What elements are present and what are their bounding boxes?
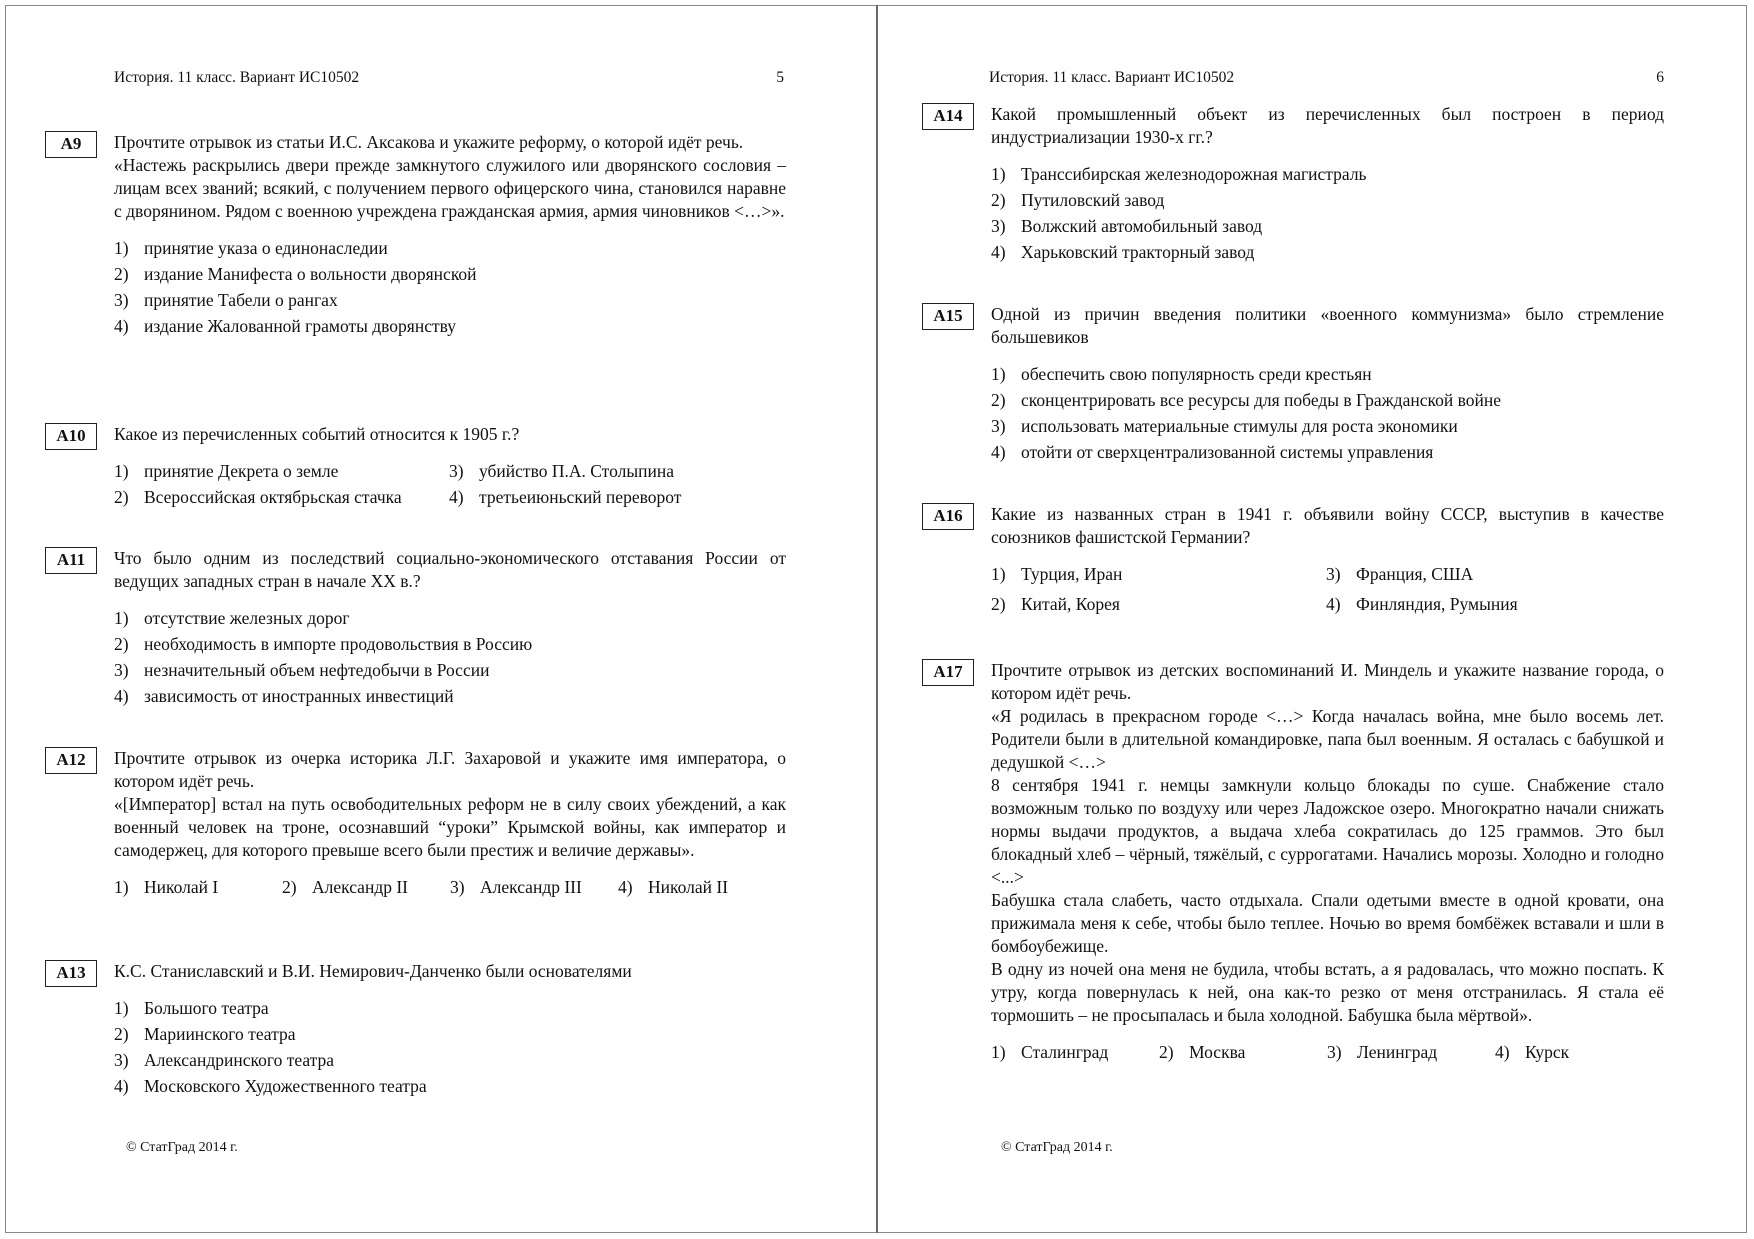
question-text: Одной из причин введения политики «военного коммунизма» было стремление большевиков <box>991 304 1664 347</box>
page-header <box>989 69 1664 87</box>
question-a11 <box>45 547 786 709</box>
question-text: Прочтите отрывок из статьи И.С. Аксакова и укажите реформу, о которой идёт речь. <box>114 132 744 152</box>
answer-option[interactable]: 2) Мариинского театра <box>114 1024 296 1044</box>
question-number: A12 <box>45 747 97 774</box>
answer-option[interactable]: 3) Франция, США <box>1326 564 1474 584</box>
question-a12 <box>45 747 786 900</box>
answer-options <box>114 874 786 900</box>
answer-option[interactable]: 3) незначительный объем нефтедобычи в России <box>114 660 490 680</box>
question-number: A11 <box>45 547 97 574</box>
question-text: Какое из перечисленных событий относится к 1905 г.? <box>114 424 520 444</box>
answer-option[interactable]: 3) Волжский автомобильный завод <box>991 216 1263 236</box>
question-text: Какой промышленный объект из перечисленных был построен в период индустриализации 1930-х гг.? <box>991 104 1664 147</box>
header-title: История. 11 класс. Вариант ИС10502 <box>989 69 1235 86</box>
question-a15 <box>922 303 1664 465</box>
question-a16 <box>922 503 1664 617</box>
answer-options <box>114 995 786 1099</box>
answer-option[interactable]: 4) Финляндия, Румыния <box>1326 594 1518 614</box>
answer-option[interactable]: 1) принятие Декрета о земле <box>114 461 339 481</box>
question-number: A9 <box>45 131 97 158</box>
answer-option[interactable]: 4) Московского Художественного театра <box>114 1076 427 1096</box>
answer-options <box>114 458 786 510</box>
answer-option[interactable]: 4) зависимость от иностранных инвестиций <box>114 686 454 706</box>
answer-option[interactable]: 1) Транссибирская железнодорожная магистраль <box>991 164 1367 184</box>
question-text: Какие из названных стран в 1941 г. объявили войну СССР, выступив в качестве союзников фашистской Германии? <box>991 504 1664 547</box>
answer-option[interactable]: 2) необходимость в импорте продовольствия в Россию <box>114 634 533 654</box>
page-number: 6 <box>1656 69 1664 86</box>
question-quote: «[Император] встал на путь освободительных реформ не в силу своих убеждений, а как военный человек на троне, осознавший “уроки” Крымской войны, как император и самодержец, для которого превыше всего были престиж и величие державы». <box>114 794 786 860</box>
answer-option[interactable]: 4) издание Жалованной грамоты дворянству <box>114 316 457 336</box>
answer-option[interactable]: 3) Александринского театра <box>114 1050 335 1070</box>
left-page <box>0 0 876 1239</box>
answer-option[interactable]: 1) отсутствие железных дорог <box>114 608 350 628</box>
question-quote: «Настежь раскрылись двери прежде замкнутого служилого или дворянского сословия – лицам всех званий; всякий, с получением первого офицерского чина, становился наравне с дворянином. Рядом с военною учреждена гражданская армия, армия чиновников <…>». <box>114 155 786 221</box>
question-number: A10 <box>45 423 97 450</box>
answer-option[interactable]: 3) использовать материальные стимулы для роста экономики <box>991 416 1458 436</box>
answer-options <box>991 361 1664 465</box>
answer-option[interactable]: 1) принятие указа о единонаследии <box>114 238 388 258</box>
quote-paragraph: В одну из ночей она меня не будила, чтобы встать, а я радовалась, что можно поспать. К утру, когда повернулась к ней, она как-то резко от меня отстранилась. Я стала её тормошить – не просыпалась и была холодной. Бабушка была мёртвой». <box>991 959 1664 1025</box>
quote-paragraph: Бабушка стала слабеть, часто отдыхала. Спали одетыми вместе в одной кровати, она прижимала меня к себе, чтобы было теплее. Ночью во время бомбёжек вставали и шли в бомбоубежище. <box>991 890 1664 956</box>
question-number: A14 <box>922 103 974 130</box>
answer-option[interactable]: 2) Всероссийская октябрьская стачка <box>114 487 402 507</box>
question-number: A13 <box>45 960 97 987</box>
answer-option[interactable]: 4) Николай II <box>618 877 729 897</box>
answer-option[interactable]: 3) Александр III <box>450 877 582 897</box>
question-text: Прочтите отрывок из детских воспоминаний И. Миндель и укажите название города, о котором идёт речь. <box>991 660 1664 703</box>
answer-option[interactable]: 2) Москва <box>1159 1042 1246 1062</box>
question-text: Что было одним из последствий социально-экономического отставания России от ведущих западных стран в начале XX в.? <box>114 548 786 591</box>
answer-option[interactable]: 2) Александр II <box>282 877 409 897</box>
answer-option[interactable]: 1) Большого театра <box>114 998 269 1018</box>
answer-options <box>991 1039 1664 1065</box>
answer-option[interactable]: 1) Сталинград <box>991 1042 1109 1062</box>
answer-option[interactable]: 4) Курск <box>1495 1042 1570 1062</box>
answer-option[interactable]: 1) обеспечить свою популярность среди крестьян <box>991 364 1372 384</box>
question-text: К.С. Станиславский и В.И. Немирович-Данченко были основателями <box>114 961 632 981</box>
header-title: История. 11 класс. Вариант ИС10502 <box>114 69 360 86</box>
answer-option[interactable]: 2) Путиловский завод <box>991 190 1165 210</box>
question-number: A17 <box>922 659 974 686</box>
answer-options <box>114 605 786 709</box>
question-number: A16 <box>922 503 974 530</box>
question-a17 <box>922 659 1664 1065</box>
answer-option[interactable]: 3) принятие Табели о рангах <box>114 290 338 310</box>
answer-option[interactable]: 2) Китай, Корея <box>991 594 1120 614</box>
question-text: Прочтите отрывок из очерка историка Л.Г. Захаровой и укажите имя императора, о котором идёт речь. <box>114 748 786 791</box>
question-a10 <box>45 423 786 510</box>
question-number: A15 <box>922 303 974 330</box>
answer-option[interactable]: 4) отойти от сверхцентрализованной системы управления <box>991 442 1434 462</box>
page-header <box>114 69 784 87</box>
answer-options <box>991 561 1664 617</box>
answer-option[interactable]: 1) Николай I <box>114 877 219 897</box>
quote-paragraph: 8 сентября 1941 г. немцы замкнули кольцо блокады по суше. Снабжение стало возможным только по воздуху или через Ладожское озеро. Многократно начали снижать нормы выдачи продуктов, а выдача хлеба сократилась до 125 граммов. Это был блокадный хлеб – чёрный, тяжёлый, с суррогатами. Начались морозы. Холодно и голодно <...> <box>991 775 1664 887</box>
answer-option[interactable]: 2) издание Манифеста о вольности дворянской <box>114 264 477 284</box>
answer-options <box>114 235 786 339</box>
question-a13 <box>45 960 786 1099</box>
question-a14 <box>922 103 1664 265</box>
answer-options <box>991 161 1664 265</box>
answer-option[interactable]: 3) убийство П.А. Столыпина <box>449 461 674 481</box>
page-number: 5 <box>776 69 784 86</box>
answer-option[interactable]: 1) Турция, Иран <box>991 564 1123 584</box>
answer-option[interactable]: 4) Харьковский тракторный завод <box>991 242 1255 262</box>
page-footer: © СтатГрад 2014 г. <box>1001 1140 1113 1155</box>
quote-paragraph: «Я родилась в прекрасном городе <…> Когда началась война, мне было восемь лет. Родители были в длительной командировке, папа был военным. Я осталась с бабушкой и дедушкой <…> <box>991 706 1664 772</box>
answer-option[interactable]: 2) сконцентрировать все ресурсы для победы в Гражданской войне <box>991 390 1501 410</box>
question-a9 <box>45 131 786 339</box>
answer-option[interactable]: 4) третьеиюньский переворот <box>449 487 682 507</box>
answer-option[interactable]: 3) Ленинград <box>1327 1042 1438 1062</box>
right-page <box>878 0 1754 1239</box>
page-footer: © СтатГрад 2014 г. <box>126 1140 238 1155</box>
